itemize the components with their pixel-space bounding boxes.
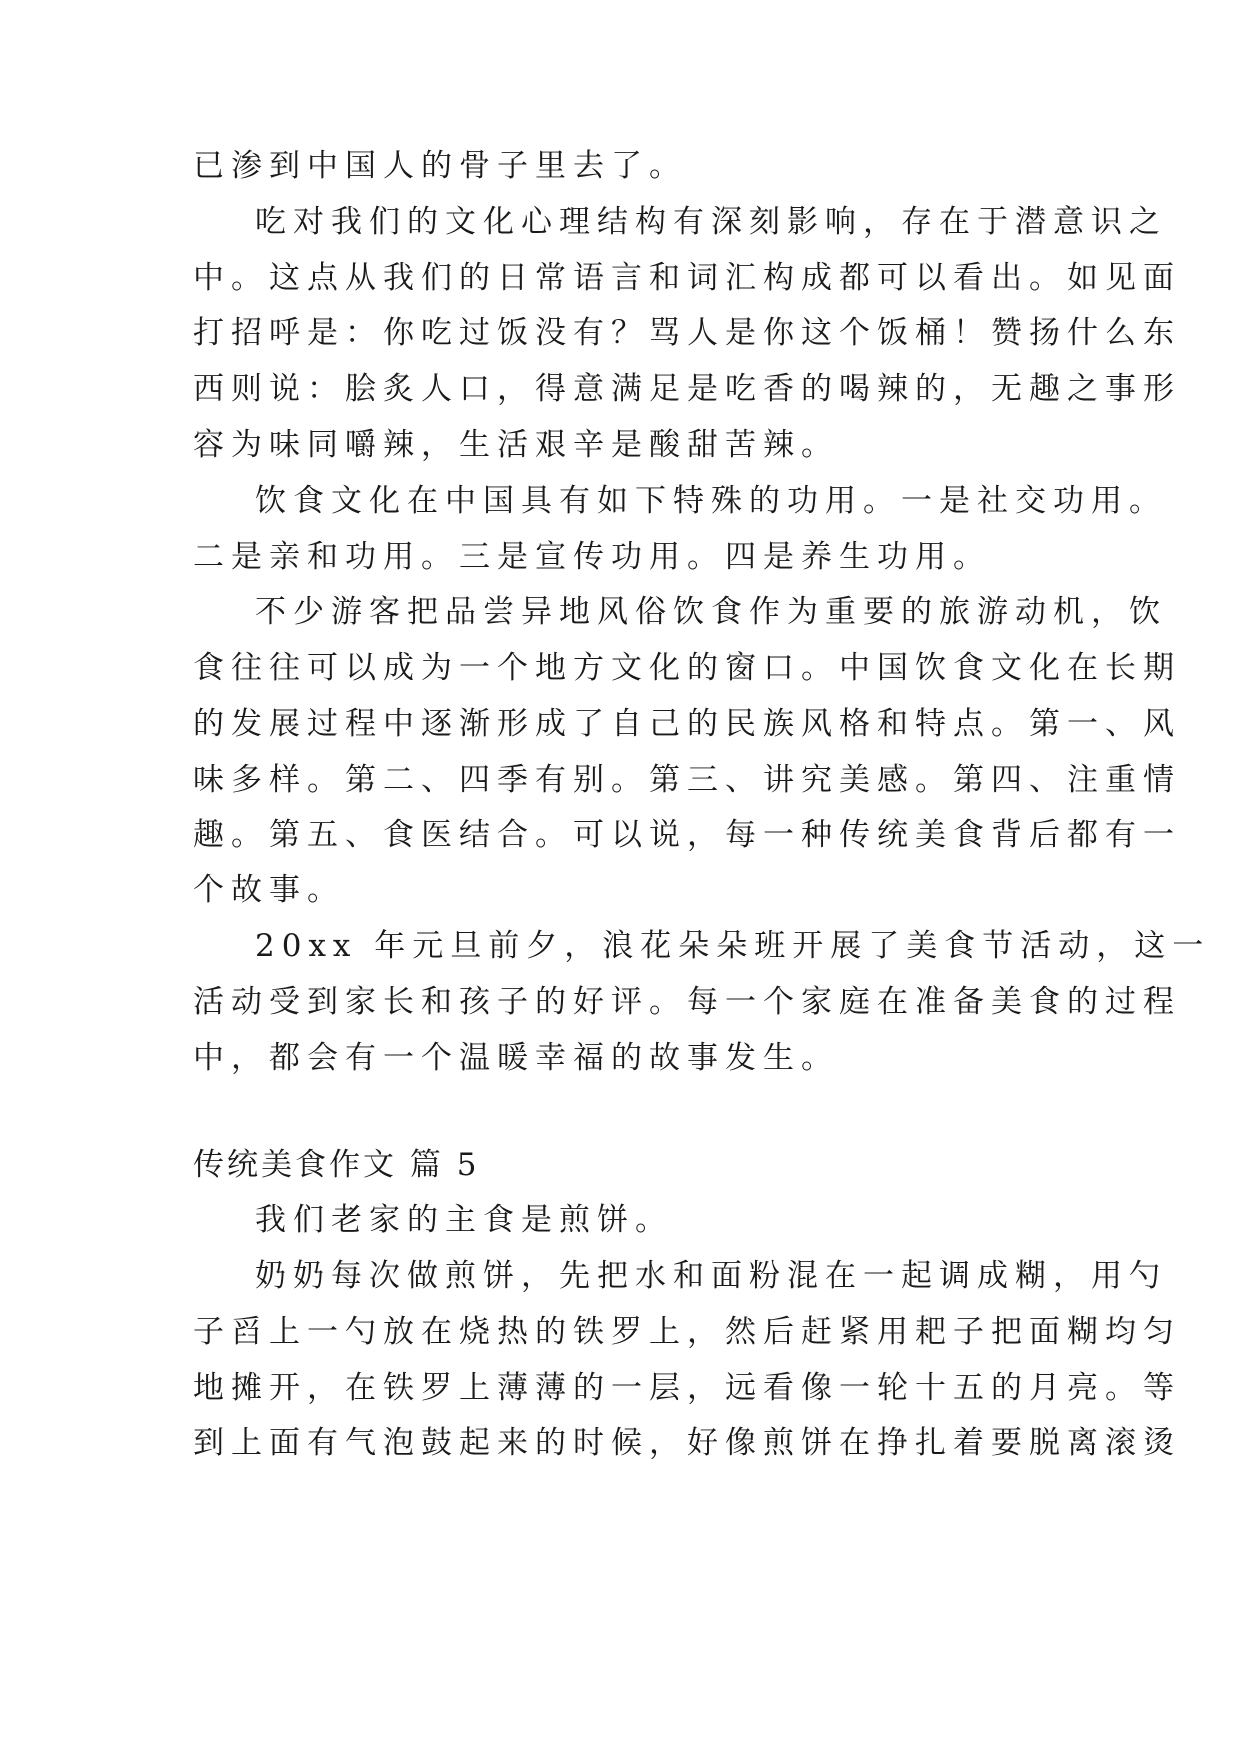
paragraph-line: 奶奶每次做煎饼，先把水和面粉混在一起调成糊，用勺 [255, 1258, 1167, 1294]
paragraph-line: 味多样。第二、四季有别。第三、讲究美感。第四、注重情 [193, 762, 1181, 798]
paragraph-line: 二是亲和功用。三是宣传功用。四是养生功用。 [193, 539, 991, 575]
paragraph-line: 活动受到家长和孩子的好评。每一个家庭在准备美食的过程 [193, 984, 1181, 1020]
paragraph-line: 饮食文化在中国具有如下特殊的功用。一是社交功用。 [255, 483, 1167, 519]
paragraph-line: 不少游客把品尝异地风俗饮食作为重要的旅游动机，饮 [255, 594, 1167, 630]
paragraph-line: 已渗到中国人的骨子里去了。 [193, 148, 687, 184]
paragraph-line: 打招呼是：你吃过饭没有？骂人是你这个饭桶！赞扬什么东 [193, 315, 1181, 351]
paragraph-line: 趣。第五、食医结合。可以说，每一种传统美食背后都有一 [193, 817, 1181, 853]
paragraph-line: 食往往可以成为一个地方文化的窗口。中国饮食文化在长期 [193, 650, 1181, 686]
paragraph-line: 的发展过程中逐渐形成了自己的民族风格和特点。第一、风 [193, 706, 1181, 742]
paragraph-line: 中。这点从我们的日常语言和词汇构成都可以看出。如见面 [193, 260, 1181, 296]
paragraph-line: 我们老家的主食是煎饼。 [255, 1202, 673, 1238]
paragraph-line: 中，都会有一个温暖幸福的故事发生。 [193, 1040, 839, 1076]
paragraph-line: 个故事。 [193, 872, 345, 908]
paragraph-line: 子舀上一勺放在烧热的铁罗上，然后赶紧用耙子把面糊均匀 [193, 1314, 1181, 1350]
paragraph-line: 20xx 年元旦前夕，浪花朵朵班开展了美食节活动，这一 [255, 928, 1211, 964]
paragraph-line: 地摊开，在铁罗上薄薄的一层，远看像一轮十五的月亮。等 [193, 1370, 1181, 1406]
section-heading: 传统美食作文 篇 5 [193, 1147, 480, 1183]
paragraph-line: 容为味同嚼辣，生活艰辛是酸甜苦辣。 [193, 427, 839, 463]
paragraph-line: 吃对我们的文化心理结构有深刻影响，存在于潜意识之 [255, 204, 1167, 240]
paragraph-line: 西则说：脍炙人口，得意满足是吃香的喝辣的，无趣之事形 [193, 371, 1181, 407]
paragraph-line: 到上面有气泡鼓起来的时候，好像煎饼在挣扎着要脱离滚烫 [193, 1425, 1181, 1461]
